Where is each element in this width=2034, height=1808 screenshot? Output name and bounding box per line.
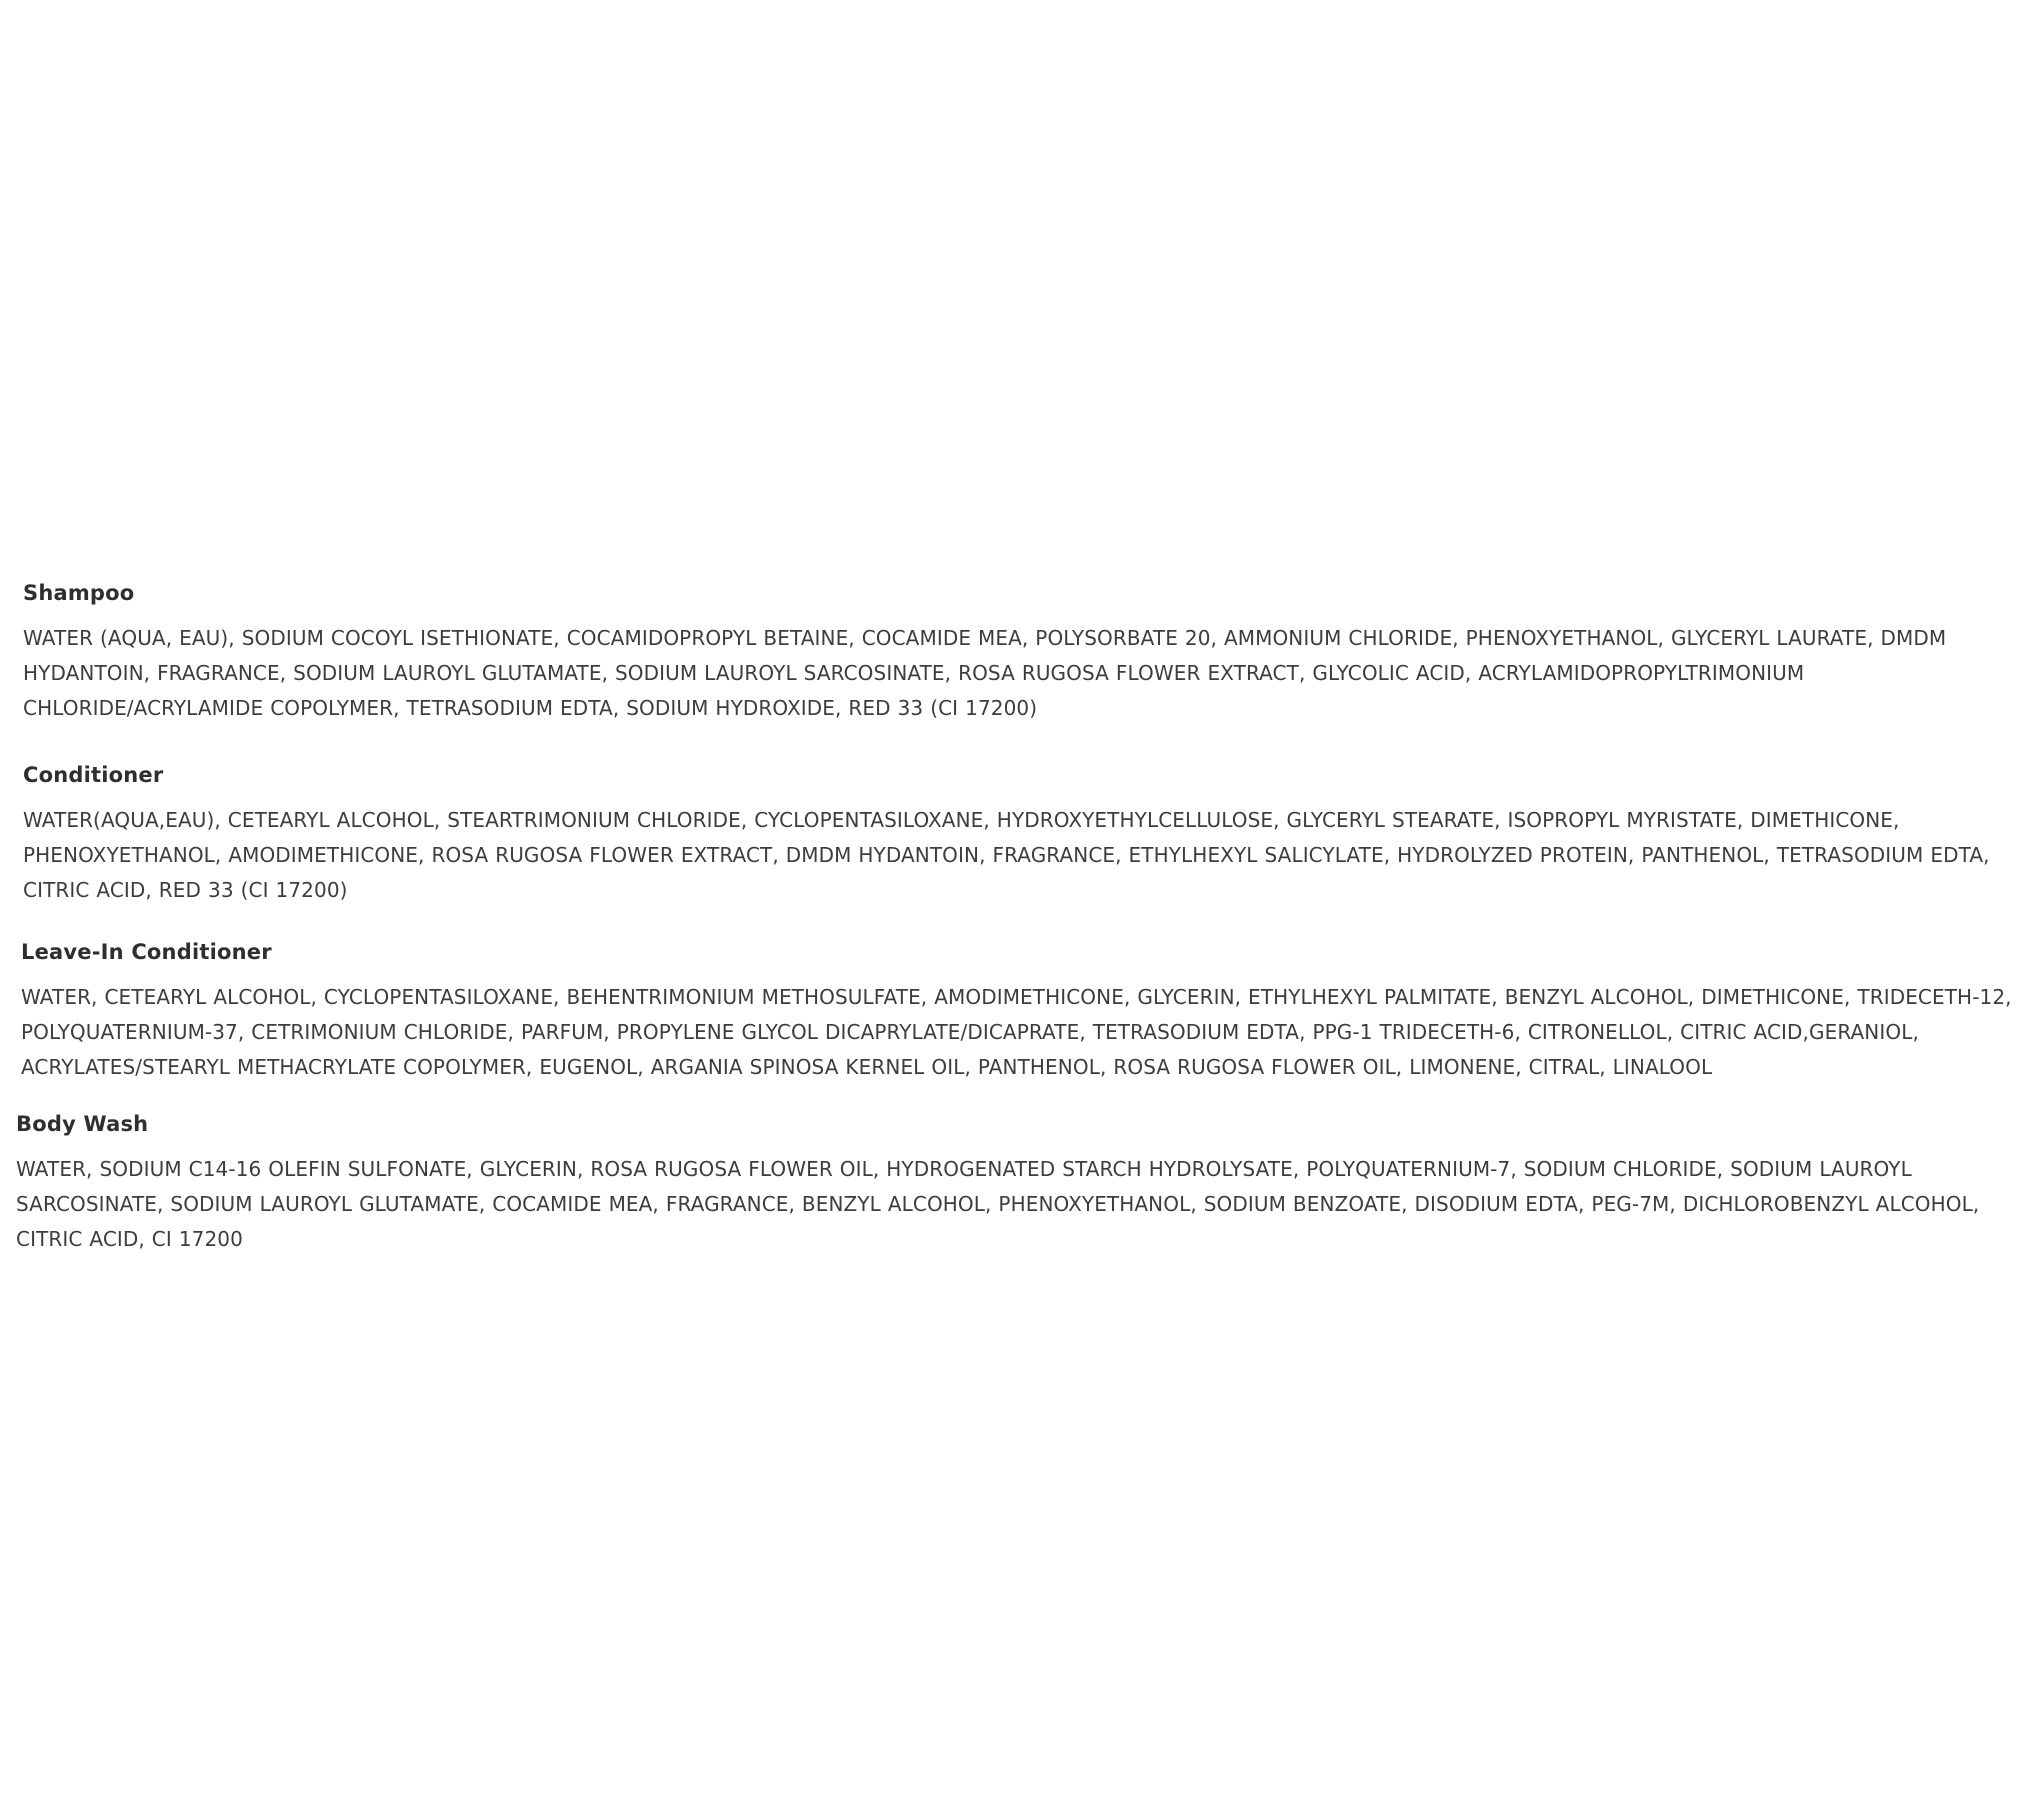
section-title: Body Wash: [16, 1112, 149, 1136]
section-title: Shampoo: [23, 581, 135, 605]
ingredients-section-conditioner: [23, 761, 2033, 908]
ingredients-text: WATER(AQUA,EAU), CETEARYL ALCOHOL, STEARTRIMONIUM CHLORIDE, CYCLOPENTASILOXANE, HYDROXYETHYLCELLULOSE, GLYCERYL STEARATE, ISOPROPYL MYRISTATE, DIMETHICONE, PHENOXYETHANOL, AMODIMETHICONE, ROSA RUGOSA FLOWER EXTRACT, DMDM HYDANTOIN, FRAGRANCE, ETHYLHEXYL SALICYLATE, HYDROLYZED PROTEIN, PANTHENOL, TETRASODIUM EDTA, CITRIC ACID, RED 33 (CI 17200): [23, 808, 1990, 902]
section-title: Conditioner: [23, 763, 164, 787]
ingredients-text: WATER (AQUA, EAU), SODIUM COCOYL ISETHIONATE, COCAMIDOPROPYL BETAINE, COCAMIDE MEA, POLYSORBATE 20, AMMONIUM CHLORIDE, PHENOXYETHANOL, GLYCERYL LAURATE, DMDM HYDANTOIN, FRAGRANCE, SODIUM LAUROYL GLUTAMATE, SODIUM LAUROYL SARCOSINATE, ROSA RUGOSA FLOWER EXTRACT, GLYCOLIC ACID, ACRYLAMIDOPROPYLTRIMONIUM CHLORIDE/ACRYLAMIDE COPOLYMER, TETRASODIUM EDTA, SODIUM HYDROXIDE, RED 33 (CI 17200): [23, 626, 1947, 720]
ingredients-section-body-wash: [16, 1110, 2026, 1257]
ingredients-section-shampoo: [23, 579, 2033, 726]
ingredients-text: WATER, CETEARYL ALCOHOL, CYCLOPENTASILOXANE, BEHENTRIMONIUM METHOSULFATE, AMODIMETHICONE, GLYCERIN, ETHYLHEXYL PALMITATE, BENZYL ALCOHOL, DIMETHICONE, TRIDECETH-12, POLYQUATERNIUM-37, CETRIMONIUM CHLORIDE, PARFUM, PROPYLENE GLYCOL DICAPRYLATE/DICAPRATE, TETRASODIUM EDTA, PPG-1 TRIDECETH-6, CITRONELLOL, CITRIC ACID,GERANIOL, ACRYLATES/STEARYL METHACRYLATE COPOLYMER, EUGENOL, ARGANIA SPINOSA KERNEL OIL, PANTHENOL, ROSA RUGOSA FLOWER OIL, LIMONENE, CITRAL, LINALOOL: [21, 985, 2012, 1079]
ingredients-text: WATER, SODIUM C14-16 OLEFIN SULFONATE, GLYCERIN, ROSA RUGOSA FLOWER OIL, HYDROGENATED STARCH HYDROLYSATE, POLYQUATERNIUM-7, SODIUM CHLORIDE, SODIUM LAUROYL SARCOSINATE, SODIUM LAUROYL GLUTAMATE, COCAMIDE MEA, FRAGRANCE, BENZYL ALCOHOL, PHENOXYETHANOL, SODIUM BENZOATE, DISODIUM EDTA, PEG-7M, DICHLOROBENZYL ALCOHOL, CITRIC ACID, CI 17200: [16, 1157, 1980, 1251]
section-title: Leave-In Conditioner: [21, 940, 272, 964]
ingredients-section-leave-in-conditioner: [21, 938, 2034, 1085]
